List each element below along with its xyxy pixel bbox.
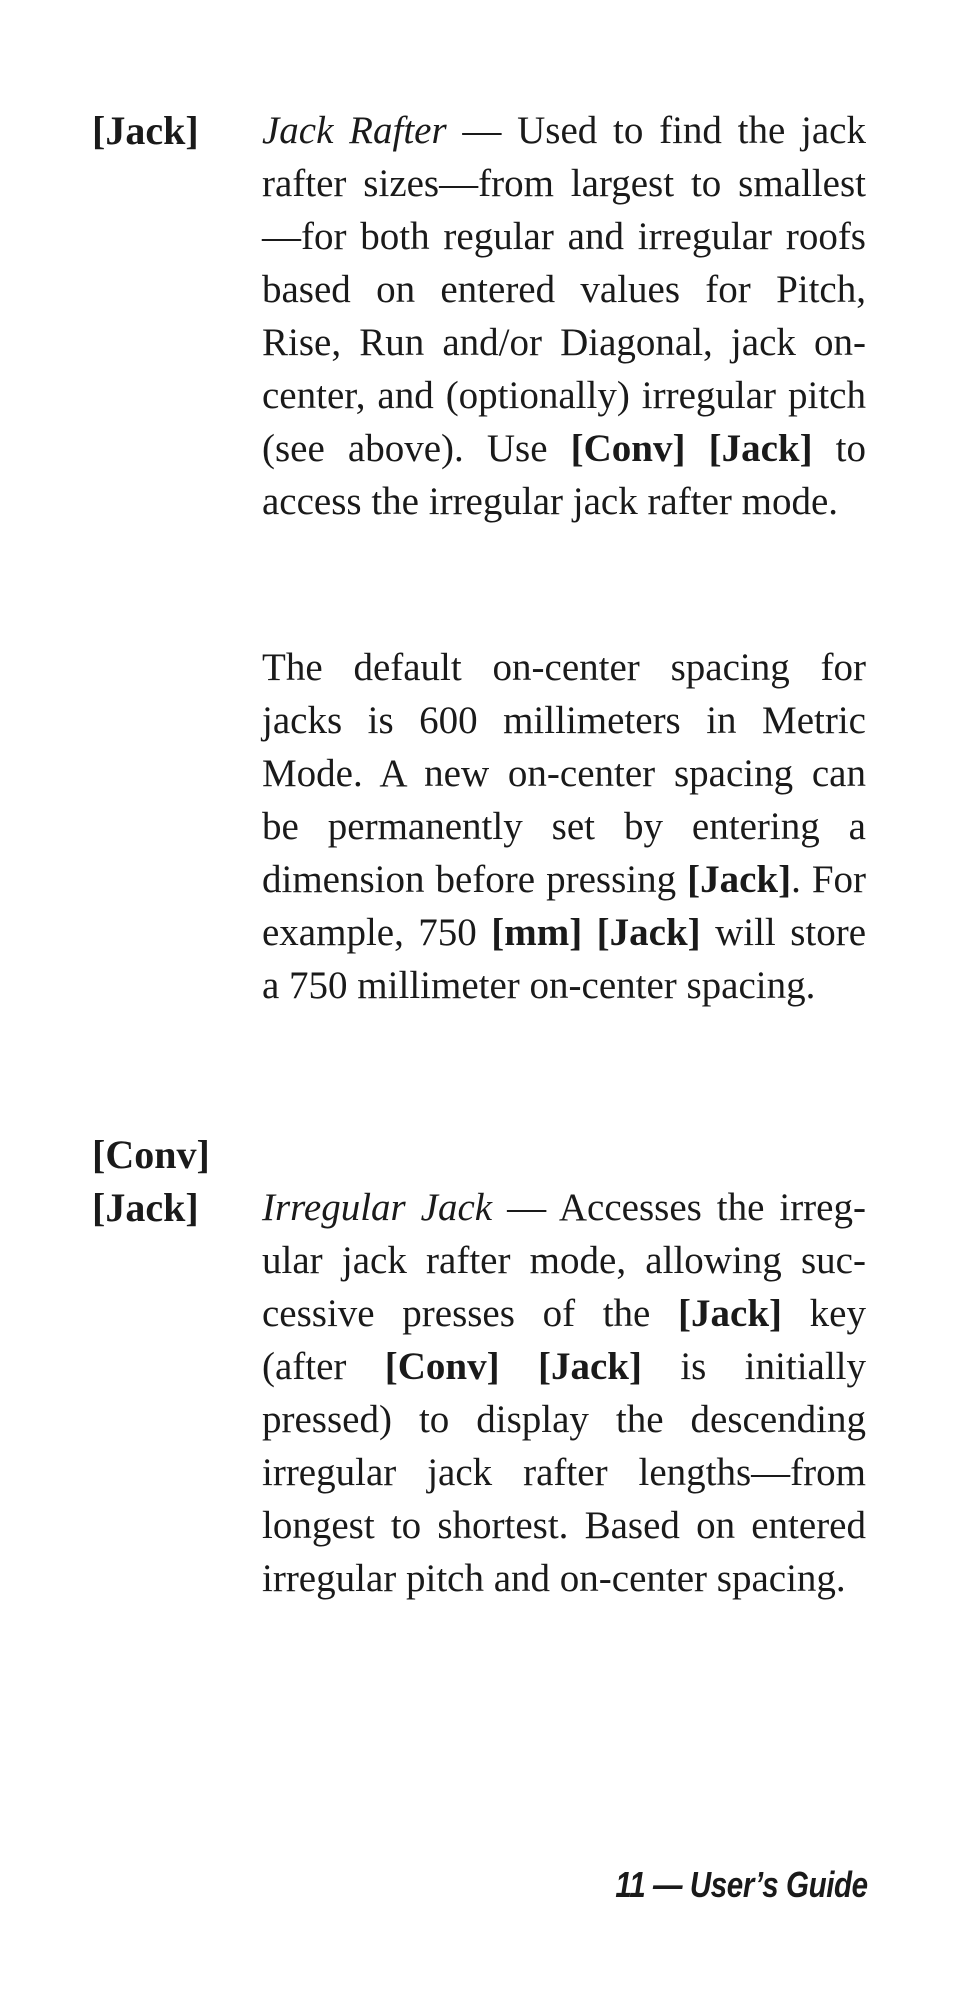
key-label-conv: [Conv]: [92, 1132, 210, 1177]
key-ref-jack: [Jack]: [708, 427, 813, 470]
entry-description: [262, 1181, 866, 1605]
description-paragraph: Irregular Jack — Accesses the irregular jack rafter mode, allowing successive presses of the [Jack] key (after [Conv] [Jack] is initially pressed) to display the descending irregular jack rafter lengths—from longest to shortest. Based on entered irregular pitch and on-center spacing.: [262, 1186, 867, 1600]
page-footer: 11 — User’s Guide: [615, 1864, 868, 1905]
key-ref-jack: [Jack]: [678, 1292, 783, 1335]
key-ref-conv: [Conv]: [570, 427, 686, 470]
key-label-jack: [Jack]: [92, 108, 199, 153]
description-paragraph: Jack Rafter — Used to find the jack rafter sizes—from largest to smallest—for both regular and irregular roofs based on entered values for Pitch, Rise, Run and/or Diagonal, jack on-center, and (optionally) irregular pitch (see above). Use [Conv] [Jack] to access the irregular jack rafter mode.: [262, 109, 867, 523]
description-paragraph: The default on-center spacing for jacks is 600 millimeters in Metric Mode. A new on-center spacing can be permanently set by entering a dimension before pressing [Jack]. For example, 750 [mm] [Jack] will store a 750 millimeter on-center spacing.: [262, 646, 867, 1007]
key-ref-mm: [mm]: [491, 911, 583, 954]
key-ref-jack: [Jack]: [537, 1345, 642, 1388]
key-ref-jack: [Jack]: [687, 858, 792, 901]
term-jack-rafter: Jack Rafter: [262, 109, 447, 152]
term-irregular-jack: Irregular Jack: [262, 1186, 493, 1229]
key-label-jack: [Jack]: [92, 1185, 199, 1230]
key-label-conv-jack: [92, 1128, 210, 1230]
key-ref-conv: [Conv]: [384, 1345, 500, 1388]
key-ref-jack: [Jack]: [596, 911, 701, 954]
